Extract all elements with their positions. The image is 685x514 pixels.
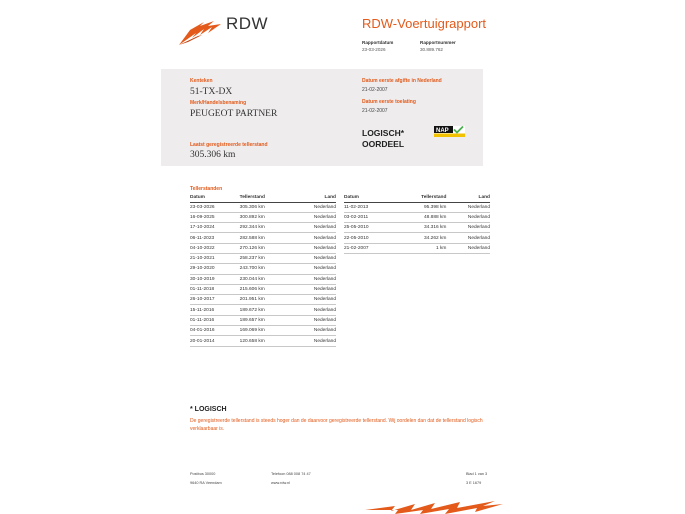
- reading-km: 189.672 km: [240, 305, 293, 315]
- table-row: [190, 295, 336, 305]
- reading-country: Nederland: [446, 243, 490, 253]
- col-country-header: Land: [292, 194, 336, 202]
- table-row: [344, 223, 490, 233]
- reading-country: Nederland: [292, 212, 336, 222]
- table-row: [190, 326, 336, 336]
- report-date-label: Rapportdatum: [362, 40, 394, 45]
- reading-km: 169.069 km: [240, 326, 293, 336]
- reading-date: 01-11-2018: [190, 284, 240, 294]
- col-date-header: Datum: [190, 194, 240, 202]
- reading-date: 30-10-2019: [190, 274, 240, 284]
- rdw-logo-icon: [178, 20, 222, 46]
- reading-country: Nederland: [292, 326, 336, 336]
- reading-country: Nederland: [292, 284, 336, 294]
- footnote-title: * LOGISCH: [190, 406, 227, 413]
- reading-country: Nederland: [292, 315, 336, 325]
- nap-logo-icon: [434, 126, 465, 137]
- reading-km: 300.892 km: [240, 212, 293, 222]
- last-reading-label: Laatst geregistreerde tellerstand: [190, 142, 268, 148]
- table-row: [190, 202, 336, 212]
- reading-date: 16-09-2025: [190, 212, 240, 222]
- reading-km: 270.126 km: [240, 243, 293, 253]
- table-header-row: [344, 194, 490, 202]
- reading-country: Nederland: [292, 253, 336, 263]
- table-row: [344, 243, 490, 253]
- reading-country: Nederland: [292, 202, 336, 212]
- reading-date: 22-05-2010: [344, 233, 394, 243]
- reading-country: Nederland: [292, 336, 336, 346]
- reading-country: Nederland: [292, 305, 336, 315]
- reading-km: 215.606 km: [240, 284, 293, 294]
- readings-title: Tellerstanden: [190, 186, 223, 192]
- plate-label: Kenteken: [190, 78, 213, 84]
- reading-km: 120.658 km: [240, 336, 293, 346]
- verdict-line-1: LOGISCH*: [362, 128, 405, 138]
- footer-phone: Telefoon 088 008 74 47: [271, 472, 311, 476]
- reading-km: 258.237 km: [240, 253, 293, 263]
- first-admission-label: Datum eerste toelating: [362, 99, 416, 105]
- reading-country: Nederland: [446, 212, 490, 222]
- table-row: [344, 233, 490, 243]
- reading-date: 03-02-2011: [344, 212, 394, 222]
- vehicle-make: PEUGEOT PARTNER: [190, 109, 278, 119]
- table-row: [190, 253, 336, 263]
- reading-country: Nederland: [446, 223, 490, 233]
- table-row: [190, 305, 336, 315]
- footer-website[interactable]: www.rdw.nl: [271, 481, 290, 485]
- odometer-verdict: [362, 128, 404, 150]
- decorative-swoosh-icon: [365, 500, 505, 514]
- reading-date: 04-10-2022: [190, 243, 240, 253]
- reading-country: Nederland: [292, 243, 336, 253]
- reading-country: Nederland: [292, 274, 336, 284]
- reading-date: 17-10-2024: [190, 223, 240, 233]
- reading-date: 29-10-2020: [190, 264, 240, 274]
- table-row: [190, 212, 336, 222]
- readings-table-left: [190, 194, 336, 347]
- table-row: [190, 264, 336, 274]
- reading-date: 25-05-2010: [344, 223, 394, 233]
- reading-km: 230.044 km: [240, 274, 293, 284]
- col-km-header: Tellerstand: [394, 194, 447, 202]
- report-title: RDW-Voertuigrapport: [362, 16, 487, 31]
- reading-date: 21-02-2007: [344, 243, 394, 253]
- reading-date: 04-01-2016: [190, 326, 240, 336]
- reading-km: 34.262 km: [394, 233, 447, 243]
- make-label: Merk/Handelsbenaming: [190, 100, 247, 106]
- col-km-header: Tellerstand: [240, 194, 293, 202]
- reading-country: Nederland: [292, 264, 336, 274]
- col-date-header: Datum: [344, 194, 394, 202]
- reading-date: 06-11-2023: [190, 233, 240, 243]
- first-admission-date: 21-02-2007: [362, 108, 388, 114]
- reading-km: 95.398 km: [394, 202, 447, 212]
- col-country-header: Land: [446, 194, 490, 202]
- first-nl-label: Datum eerste afgifte in Nederland: [362, 78, 442, 84]
- nap-text: NAP: [436, 128, 449, 134]
- first-nl-date: 21-02-2007: [362, 87, 388, 93]
- reading-km: 282.588 km: [240, 233, 293, 243]
- reading-country: Nederland: [292, 295, 336, 305]
- table-row: [190, 315, 336, 325]
- report-number: 30.889.762: [420, 47, 443, 52]
- table-row: [190, 223, 336, 233]
- reading-km: 305.306 km: [240, 202, 293, 212]
- footnote-text: De geregistreerde tellerstand is steeds hoger dan de daarvoor geregistreerde tellerstand. Wij oordelen dan dat de tellerstand logisch verklaarbaar is.: [190, 418, 483, 432]
- reading-date: 23-03-2026: [190, 202, 240, 212]
- reading-date: 15-11-2016: [190, 305, 240, 315]
- table-row: [190, 243, 336, 253]
- brand-name: RDW: [226, 14, 269, 33]
- reading-km: 243.700 km: [240, 264, 293, 274]
- footer-po-box: Postbus 30000: [190, 472, 216, 476]
- reading-country: Nederland: [292, 233, 336, 243]
- reading-km: 48.888 km: [394, 212, 447, 222]
- footer-city: 9640 RA Veendam: [190, 481, 222, 485]
- reading-km: 201.951 km: [240, 295, 293, 305]
- footer-code: 3 E 1679: [466, 481, 482, 485]
- table-header-row: [190, 194, 336, 202]
- report-date: 23-03-2026: [362, 47, 386, 52]
- reading-km: 34.316 km: [394, 223, 447, 233]
- reading-km: 292.344 km: [240, 223, 293, 233]
- table-row: [190, 336, 336, 346]
- table-row: [344, 202, 490, 212]
- reading-date: 20-01-2014: [190, 336, 240, 346]
- table-row: [190, 284, 336, 294]
- reading-date: 21-10-2021: [190, 253, 240, 263]
- table-row: [344, 212, 490, 222]
- reading-date: 11-02-2013: [344, 202, 394, 212]
- reading-date: 01-11-2016: [190, 315, 240, 325]
- last-reading: 305.306 km: [190, 150, 236, 160]
- reading-km: 189.657 km: [240, 315, 293, 325]
- verdict-line-2: OORDEEL: [362, 139, 405, 149]
- reading-km: 1 km: [394, 243, 447, 253]
- reading-country: Nederland: [292, 223, 336, 233]
- reading-country: Nederland: [446, 233, 490, 243]
- footer-page: Blad 1 van 3: [466, 472, 488, 476]
- reading-country: Nederland: [446, 202, 490, 212]
- license-plate: 51-TX-DX: [190, 87, 233, 97]
- reading-date: 26-10-2017: [190, 295, 240, 305]
- report-number-label: Rapportnummer: [420, 40, 456, 45]
- table-row: [190, 274, 336, 284]
- table-row: [190, 233, 336, 243]
- readings-table-right: [344, 194, 490, 254]
